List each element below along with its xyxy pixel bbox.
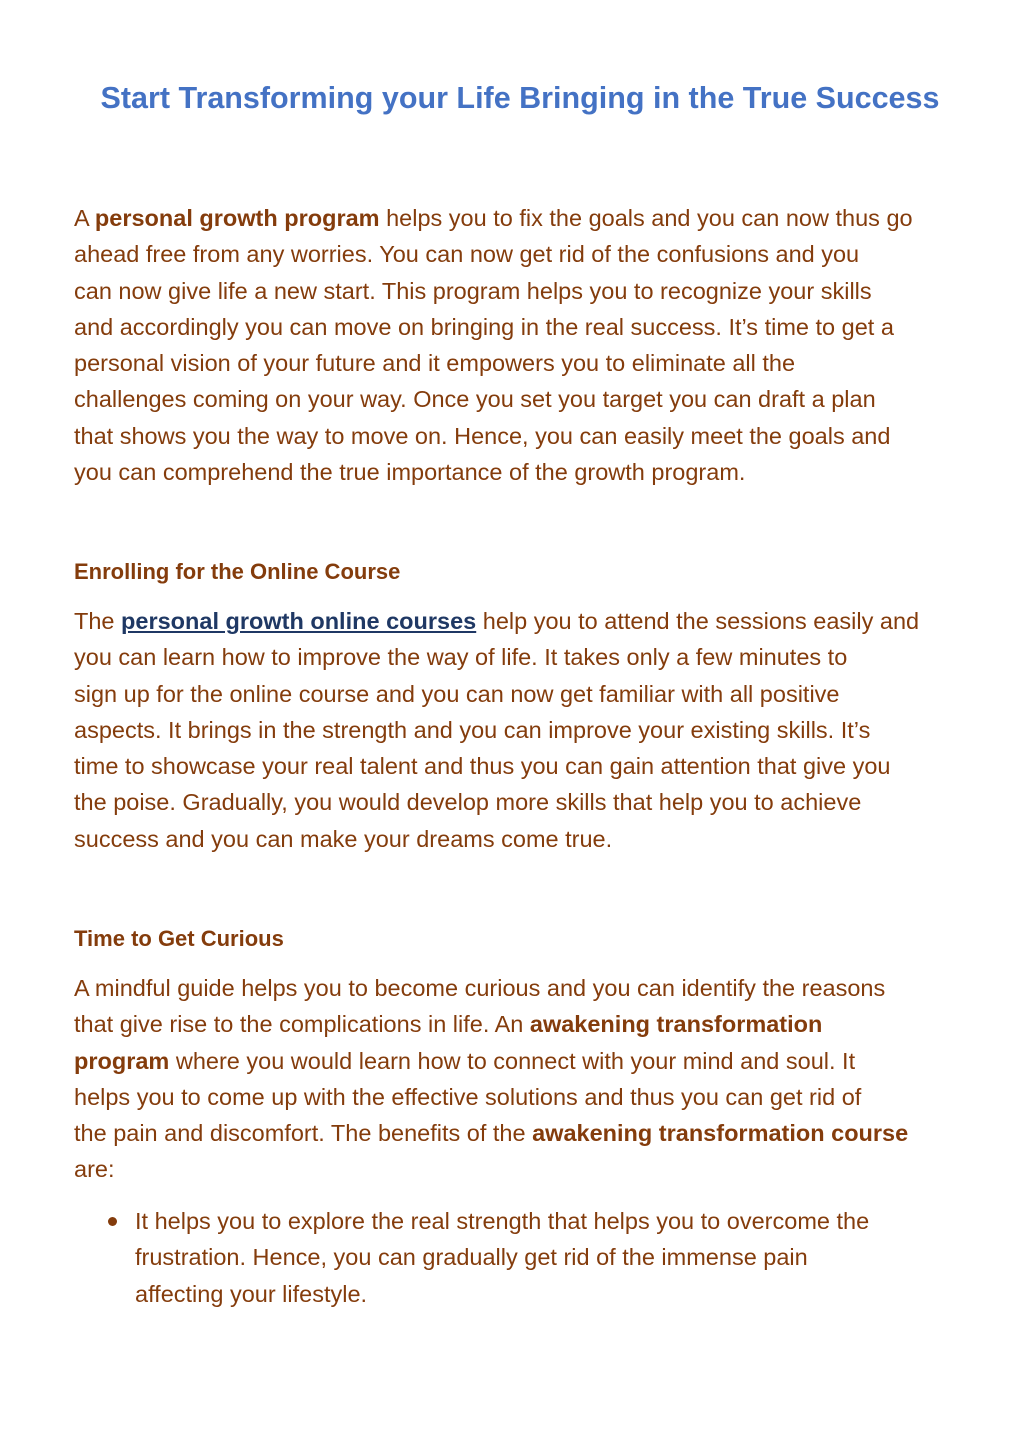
intro-line: challenges coming on your way. Once you set you target you can draft a plan [74,386,876,413]
section-heading-curious: Time to Get Curious [74,926,284,951]
enrolling-line: success and you can make your dreams come true. [74,825,613,852]
curious-line-5: the pain and discomfort. The benefits of the awakening transformation course [74,1120,909,1147]
enrolling-line: aspects. It brings in the strength and you can improve your existing skills. It’s [74,716,871,743]
personal-growth-online-courses-link[interactable]: personal growth online courses [121,608,477,634]
intro-line: you can comprehend the true importance of the growth program. [74,459,746,486]
keyword-program: program [74,1047,170,1074]
intro-line: personal vision of your future and it empowers you to eliminate all the [74,350,796,377]
intro-paragraph [74,200,966,490]
benefits-list [74,1203,966,1312]
keyword-awakening-transformation-course: awakening transformation course [532,1120,909,1147]
curious-line: are: [74,1156,115,1183]
enrolling-line-1: The personal growth online courses help you to attend the sessions easily and [74,608,920,634]
enrolling-line: time to showcase your real talent and thus you can gain attention that give you [74,753,891,780]
intro-line: and accordingly you can move on bringing in the real success. It’s time to get a [74,313,894,340]
curious-line-3: program where you would learn how to connect with your mind and soul. It [74,1047,856,1074]
enrolling-line: the poise. Gradually, you would develop more skills that help you to achieve [74,789,862,816]
enrolling-line: sign up for the online course and you can now get familiar with all positive [74,680,840,707]
intro-line: ahead free from any worries. You can now get rid of the confusions and you [74,241,860,268]
curious-line: A mindful guide helps you to become curious and you can identify the reasons [74,975,886,1001]
section-heading-enrolling: Enrolling for the Online Course [74,559,401,584]
bullet-line: frustration. Hence, you can gradually get rid of the immense pain [135,1244,808,1271]
enrolling-line: you can learn how to improve the way of life. It takes only a few minutes to [74,644,848,671]
intro-line-1: A personal growth program helps you to fix the goals and you can now thus go [74,205,913,231]
bullet-line: It helps you to explore the real strength that helps you to overcome the [135,1208,870,1234]
curious-line-2: that give rise to the complications in life. An awakening transformation [74,1011,823,1038]
bullet-icon [108,1217,117,1226]
list-item [74,1203,966,1312]
intro-line: can now give life a new start. This program helps you to recognize your skills [74,277,872,304]
curious-paragraph [74,970,966,1188]
bullet-line: affecting your lifestyle. [135,1280,368,1307]
curious-line: helps you to come up with the effective solutions and thus you can get rid of [74,1083,862,1110]
intro-line: that shows you the way to move on. Hence, you can easily meet the goals and [74,422,891,449]
enrolling-paragraph [74,603,966,857]
keyword-personal-growth-program: personal growth program [94,205,380,231]
keyword-awakening-transformation: awakening transformation [529,1011,823,1038]
page-title: Start Transforming your Life Bringing in the True Success [100,81,940,115]
